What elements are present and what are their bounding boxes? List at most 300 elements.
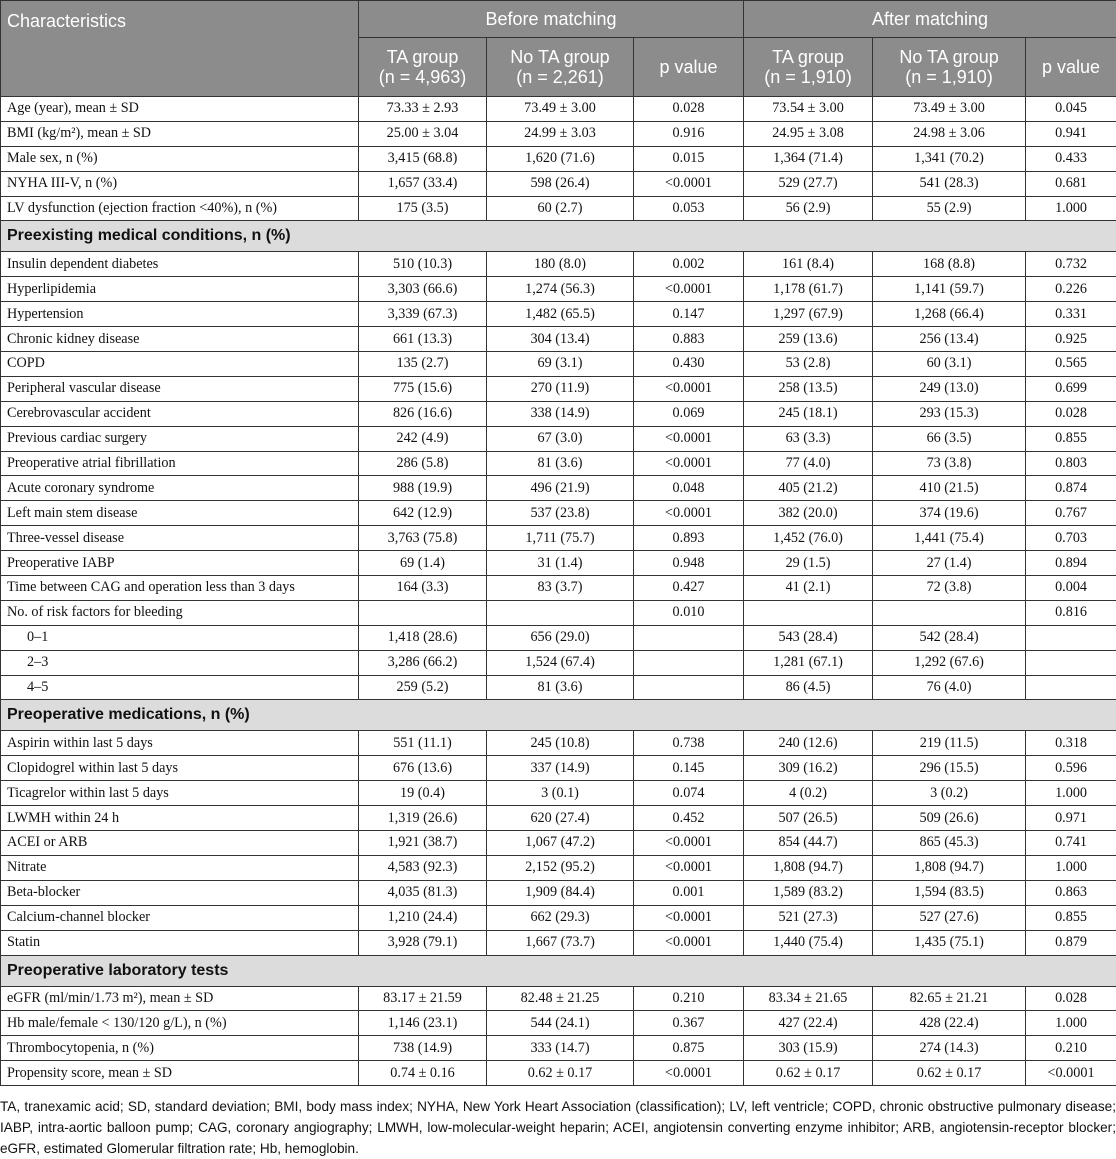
cell-ta-before: 1,146 (23.1)	[359, 1011, 487, 1036]
cell-p-before: <0.0001	[634, 171, 744, 196]
cell-p-before: 0.452	[634, 806, 744, 831]
cell-p-after: 0.941	[1026, 121, 1116, 146]
cell-nota-after: 27 (1.4)	[873, 551, 1026, 576]
row-label: Ticagrelor within last 5 days	[1, 781, 359, 806]
cell-nota-before: 81 (3.6)	[487, 451, 634, 476]
cell-nota-after: 541 (28.3)	[873, 171, 1026, 196]
cell-nota-before: 656 (29.0)	[487, 625, 634, 650]
cell-ta-after: 382 (20.0)	[744, 501, 873, 526]
cell-ta-before: 551 (11.1)	[359, 731, 487, 756]
cell-nota-after	[873, 600, 1026, 625]
row-label: LV dysfunction (ejection fraction <40%), n (%)	[1, 196, 359, 221]
row-label: Previous cardiac surgery	[1, 426, 359, 451]
cell-p-after: 0.565	[1026, 352, 1116, 377]
row-label: Hypertension	[1, 302, 359, 327]
header-nota-after	[873, 38, 1026, 97]
header-ta-before-n: (n = 4,963)	[379, 67, 467, 87]
table-row	[1, 756, 1116, 781]
table-row	[1, 551, 1116, 576]
cell-ta-after: 41 (2.1)	[744, 576, 873, 601]
cell-nota-before: 1,067 (47.2)	[487, 831, 634, 856]
cell-nota-after: 296 (15.5)	[873, 756, 1026, 781]
cell-p-after: 0.681	[1026, 171, 1116, 196]
cell-nota-before: 245 (10.8)	[487, 731, 634, 756]
table-row	[1, 121, 1116, 146]
cell-p-before: <0.0001	[634, 376, 744, 401]
cell-p-after: 0.879	[1026, 930, 1116, 955]
cell-ta-after: 29 (1.5)	[744, 551, 873, 576]
row-label: 2–3	[1, 650, 359, 675]
section-title: Preoperative medications, n (%)	[1, 700, 1116, 731]
header-nota-before	[487, 38, 634, 97]
table-row	[1, 731, 1116, 756]
row-label: Peripheral vascular disease	[1, 376, 359, 401]
cell-nota-after: 168 (8.8)	[873, 252, 1026, 277]
cell-p-after: 1.000	[1026, 1011, 1116, 1036]
row-label: Preoperative IABP	[1, 551, 359, 576]
table-row	[1, 376, 1116, 401]
header-nota-before-label: No TA group	[510, 47, 609, 67]
cell-nota-after: 509 (26.6)	[873, 806, 1026, 831]
cell-ta-before: 3,339 (67.3)	[359, 302, 487, 327]
table-row	[1, 401, 1116, 426]
cell-p-before	[634, 650, 744, 675]
cell-nota-before: 81 (3.6)	[487, 675, 634, 700]
cell-p-before: 0.028	[634, 97, 744, 122]
cell-p-after: 0.004	[1026, 576, 1116, 601]
cell-p-before	[634, 625, 744, 650]
header-ta-before-label: TA group	[387, 47, 459, 67]
cell-p-after: 1.000	[1026, 196, 1116, 221]
table-body	[1, 97, 1116, 1086]
cell-nota-after: 0.62 ± 0.17	[873, 1061, 1026, 1086]
cell-nota-after: 410 (21.5)	[873, 476, 1026, 501]
row-label: Clopidogrel within last 5 days	[1, 756, 359, 781]
table-row	[1, 781, 1116, 806]
cell-nota-before: 67 (3.0)	[487, 426, 634, 451]
cell-ta-before: 3,415 (68.8)	[359, 146, 487, 171]
cell-ta-after: 4 (0.2)	[744, 781, 873, 806]
cell-p-before: <0.0001	[634, 1061, 744, 1086]
cell-nota-after: 274 (14.3)	[873, 1036, 1026, 1061]
cell-p-before: 0.916	[634, 121, 744, 146]
cell-ta-before	[359, 600, 487, 625]
cell-p-after: <0.0001	[1026, 1061, 1116, 1086]
cell-ta-after: 53 (2.8)	[744, 352, 873, 377]
cell-ta-before: 69 (1.4)	[359, 551, 487, 576]
cell-nota-before: 1,274 (56.3)	[487, 277, 634, 302]
cell-p-before: 0.883	[634, 327, 744, 352]
cell-nota-after: 249 (13.0)	[873, 376, 1026, 401]
row-label: Insulin dependent diabetes	[1, 252, 359, 277]
cell-p-before: 0.367	[634, 1011, 744, 1036]
cell-p-before: 0.069	[634, 401, 744, 426]
header-nota-before-n: (n = 2,261)	[516, 67, 604, 87]
cell-nota-before: 1,711 (75.7)	[487, 526, 634, 551]
cell-ta-before: 738 (14.9)	[359, 1036, 487, 1061]
cell-ta-after: 1,440 (75.4)	[744, 930, 873, 955]
cell-nota-after: 72 (3.8)	[873, 576, 1026, 601]
cell-nota-before: 60 (2.7)	[487, 196, 634, 221]
row-label: Three-vessel disease	[1, 526, 359, 551]
cell-nota-after: 76 (4.0)	[873, 675, 1026, 700]
cell-nota-before: 0.62 ± 0.17	[487, 1061, 634, 1086]
cell-ta-before: 676 (13.6)	[359, 756, 487, 781]
table-row	[1, 650, 1116, 675]
cell-nota-before: 3 (0.1)	[487, 781, 634, 806]
cell-nota-before: 2,152 (95.2)	[487, 855, 634, 880]
cell-p-after: 0.874	[1026, 476, 1116, 501]
cell-p-before: <0.0001	[634, 855, 744, 880]
row-label: Age (year), mean ± SD	[1, 97, 359, 122]
cell-ta-after: 543 (28.4)	[744, 625, 873, 650]
cell-p-after: 0.855	[1026, 426, 1116, 451]
cell-ta-after: 258 (13.5)	[744, 376, 873, 401]
cell-ta-after: 405 (21.2)	[744, 476, 873, 501]
cell-p-before: <0.0001	[634, 905, 744, 930]
cell-ta-before: 164 (3.3)	[359, 576, 487, 601]
cell-nota-after: 55 (2.9)	[873, 196, 1026, 221]
row-label: Time between CAG and operation less than 3 days	[1, 576, 359, 601]
cell-nota-before: 496 (21.9)	[487, 476, 634, 501]
cell-ta-after: 303 (15.9)	[744, 1036, 873, 1061]
row-label: Left main stem disease	[1, 501, 359, 526]
table-row	[1, 97, 1116, 122]
cell-nota-before: 82.48 ± 21.25	[487, 986, 634, 1011]
cell-ta-before: 661 (13.3)	[359, 327, 487, 352]
cell-nota-after: 293 (15.3)	[873, 401, 1026, 426]
cell-nota-before: 662 (29.3)	[487, 905, 634, 930]
cell-nota-before: 338 (14.9)	[487, 401, 634, 426]
cell-p-before: <0.0001	[634, 426, 744, 451]
cell-p-before: 0.738	[634, 731, 744, 756]
cell-ta-after: 86 (4.5)	[744, 675, 873, 700]
table-row	[1, 675, 1116, 700]
row-label: No. of risk factors for bleeding	[1, 600, 359, 625]
cell-nota-after: 73 (3.8)	[873, 451, 1026, 476]
cell-ta-after: 245 (18.1)	[744, 401, 873, 426]
cell-p-before: 0.002	[634, 252, 744, 277]
cell-ta-before: 988 (19.9)	[359, 476, 487, 501]
cell-ta-after: 1,297 (67.9)	[744, 302, 873, 327]
cell-ta-before: 1,418 (28.6)	[359, 625, 487, 650]
cell-ta-before: 3,928 (79.1)	[359, 930, 487, 955]
header-characteristics: Characteristics	[1, 1, 359, 97]
cell-p-after: 0.767	[1026, 501, 1116, 526]
cell-p-before: 0.048	[634, 476, 744, 501]
table-row	[1, 880, 1116, 905]
cell-ta-before: 242 (4.9)	[359, 426, 487, 451]
cell-nota-after: 219 (11.5)	[873, 731, 1026, 756]
row-label: Hyperlipidemia	[1, 277, 359, 302]
row-label: Aspirin within last 5 days	[1, 731, 359, 756]
cell-nota-before: 620 (27.4)	[487, 806, 634, 831]
header-ta-after	[744, 38, 873, 97]
cell-p-before: 0.948	[634, 551, 744, 576]
row-label: LWMH within 24 h	[1, 806, 359, 831]
cell-p-before: 0.145	[634, 756, 744, 781]
cell-nota-after: 1,341 (70.2)	[873, 146, 1026, 171]
cell-p-before: 0.893	[634, 526, 744, 551]
cell-p-after: 0.318	[1026, 731, 1116, 756]
cell-ta-before: 19 (0.4)	[359, 781, 487, 806]
header-ta-after-n: (n = 1,910)	[764, 67, 852, 87]
cell-nota-after: 428 (22.4)	[873, 1011, 1026, 1036]
cell-nota-after: 256 (13.4)	[873, 327, 1026, 352]
cell-ta-before: 4,035 (81.3)	[359, 880, 487, 905]
cell-nota-after: 66 (3.5)	[873, 426, 1026, 451]
cell-ta-after: 1,178 (61.7)	[744, 277, 873, 302]
cell-nota-after: 1,141 (59.7)	[873, 277, 1026, 302]
cell-p-after: 0.816	[1026, 600, 1116, 625]
cell-nota-before: 180 (8.0)	[487, 252, 634, 277]
row-label: ACEI or ARB	[1, 831, 359, 856]
cell-ta-before: 775 (15.6)	[359, 376, 487, 401]
cell-ta-after: 854 (44.7)	[744, 831, 873, 856]
cell-p-before: 0.147	[634, 302, 744, 327]
cell-p-after: 0.596	[1026, 756, 1116, 781]
header-p-after: p value	[1026, 38, 1116, 97]
section-header-row	[1, 221, 1116, 252]
cell-nota-after: 82.65 ± 21.21	[873, 986, 1026, 1011]
row-label: Nitrate	[1, 855, 359, 880]
cell-nota-after: 1,435 (75.1)	[873, 930, 1026, 955]
cell-nota-after: 1,441 (75.4)	[873, 526, 1026, 551]
cell-ta-before: 1,319 (26.6)	[359, 806, 487, 831]
table-row	[1, 831, 1116, 856]
cell-p-after: 0.732	[1026, 252, 1116, 277]
cell-nota-after: 865 (45.3)	[873, 831, 1026, 856]
cell-ta-after: 63 (3.3)	[744, 426, 873, 451]
cell-p-after: 0.699	[1026, 376, 1116, 401]
table-row	[1, 501, 1116, 526]
cell-p-after: 0.863	[1026, 880, 1116, 905]
cell-p-after: 0.433	[1026, 146, 1116, 171]
cell-p-before	[634, 675, 744, 700]
table-row	[1, 451, 1116, 476]
cell-nota-after: 3 (0.2)	[873, 781, 1026, 806]
cell-ta-before: 1,657 (33.4)	[359, 171, 487, 196]
cell-nota-before: 1,482 (65.5)	[487, 302, 634, 327]
cell-p-after: 0.028	[1026, 401, 1116, 426]
table-row	[1, 806, 1116, 831]
cell-ta-after: 0.62 ± 0.17	[744, 1061, 873, 1086]
cell-ta-after: 73.54 ± 3.00	[744, 97, 873, 122]
cell-ta-after: 83.34 ± 21.65	[744, 986, 873, 1011]
cell-nota-after: 60 (3.1)	[873, 352, 1026, 377]
cell-ta-before: 135 (2.7)	[359, 352, 487, 377]
cell-nota-before: 83 (3.7)	[487, 576, 634, 601]
cell-p-after: 0.045	[1026, 97, 1116, 122]
cell-p-after	[1026, 625, 1116, 650]
cell-p-before: <0.0001	[634, 501, 744, 526]
table-row	[1, 905, 1116, 930]
cell-ta-after: 77 (4.0)	[744, 451, 873, 476]
table-row	[1, 352, 1116, 377]
cell-p-before: 0.074	[634, 781, 744, 806]
cell-p-before: <0.0001	[634, 930, 744, 955]
cell-p-after: 0.971	[1026, 806, 1116, 831]
cell-p-after: 0.741	[1026, 831, 1116, 856]
cell-nota-after: 527 (27.6)	[873, 905, 1026, 930]
cell-nota-before: 304 (13.4)	[487, 327, 634, 352]
table-row	[1, 252, 1116, 277]
cell-nota-before: 270 (11.9)	[487, 376, 634, 401]
cell-p-after: 0.894	[1026, 551, 1116, 576]
cell-p-after: 0.028	[1026, 986, 1116, 1011]
cell-nota-before: 1,909 (84.4)	[487, 880, 634, 905]
cell-ta-after: 24.95 ± 3.08	[744, 121, 873, 146]
row-label: Thrombocytopenia, n (%)	[1, 1036, 359, 1061]
cell-nota-before: 73.49 ± 3.00	[487, 97, 634, 122]
section-title: Preexisting medical conditions, n (%)	[1, 221, 1116, 252]
cell-ta-after: 1,452 (76.0)	[744, 526, 873, 551]
cell-ta-before: 826 (16.6)	[359, 401, 487, 426]
cell-ta-before: 0.74 ± 0.16	[359, 1061, 487, 1086]
cell-p-after: 0.925	[1026, 327, 1116, 352]
table-row	[1, 600, 1116, 625]
table-footnote: TA, tranexamic acid; SD, standard deviation; BMI, body mass index; NYHA, New York Heart Association (classification); LV, left ventricle; COPD, chronic obstructive pulmonary disease; IABP, intra-aortic balloon pump; CAG, coronary angiography; LMWH, low-molecular-weight heparin; ACEI, angiotensin converting enzyme inhibitor; ARB, angiotensin-receptor blocker; eGFR, estimated Glomerular filtration rate; Hb, hemoglobin.	[0, 1096, 1116, 1159]
cell-p-before: <0.0001	[634, 831, 744, 856]
cell-p-after	[1026, 650, 1116, 675]
cell-ta-after: 521 (27.3)	[744, 905, 873, 930]
cell-ta-before: 3,286 (66.2)	[359, 650, 487, 675]
table-row	[1, 855, 1116, 880]
cell-p-after: 1.000	[1026, 855, 1116, 880]
cell-p-before: 0.053	[634, 196, 744, 221]
cell-ta-after: 427 (22.4)	[744, 1011, 873, 1036]
cell-ta-before: 175 (3.5)	[359, 196, 487, 221]
cell-p-before: <0.0001	[634, 277, 744, 302]
cell-nota-after: 1,808 (94.7)	[873, 855, 1026, 880]
table-row	[1, 1036, 1116, 1061]
cell-p-before: 0.427	[634, 576, 744, 601]
table-row	[1, 625, 1116, 650]
cell-p-before: 0.001	[634, 880, 744, 905]
table-row	[1, 576, 1116, 601]
cell-ta-after: 507 (26.5)	[744, 806, 873, 831]
cell-p-after: 0.331	[1026, 302, 1116, 327]
row-label: Calcium-channel blocker	[1, 905, 359, 930]
table-row	[1, 476, 1116, 501]
row-label: Statin	[1, 930, 359, 955]
cell-nota-before: 537 (23.8)	[487, 501, 634, 526]
cell-ta-before: 642 (12.9)	[359, 501, 487, 526]
row-label: COPD	[1, 352, 359, 377]
cell-ta-after: 259 (13.6)	[744, 327, 873, 352]
header-after-matching: After matching	[744, 1, 1116, 38]
row-label: Propensity score, mean ± SD	[1, 1061, 359, 1086]
header-ta-before	[359, 38, 487, 97]
header-nota-after-label: No TA group	[899, 47, 998, 67]
cell-ta-after: 309 (16.2)	[744, 756, 873, 781]
cell-p-before: 0.210	[634, 986, 744, 1011]
cell-p-after: 0.803	[1026, 451, 1116, 476]
cell-ta-after: 1,281 (67.1)	[744, 650, 873, 675]
table-row	[1, 526, 1116, 551]
table-row	[1, 1011, 1116, 1036]
cell-p-after: 1.000	[1026, 781, 1116, 806]
cell-ta-before: 25.00 ± 3.04	[359, 121, 487, 146]
cell-nota-after: 1,292 (67.6)	[873, 650, 1026, 675]
cell-ta-before: 83.17 ± 21.59	[359, 986, 487, 1011]
section-title: Preoperative laboratory tests	[1, 955, 1116, 986]
table-row	[1, 426, 1116, 451]
cell-nota-before: 1,524 (67.4)	[487, 650, 634, 675]
cell-p-before: 0.010	[634, 600, 744, 625]
cell-ta-before: 510 (10.3)	[359, 252, 487, 277]
row-label: BMI (kg/m²), mean ± SD	[1, 121, 359, 146]
cell-ta-after: 1,808 (94.7)	[744, 855, 873, 880]
table-row	[1, 930, 1116, 955]
cell-p-before: 0.875	[634, 1036, 744, 1061]
row-label: Beta-blocker	[1, 880, 359, 905]
table-row	[1, 986, 1116, 1011]
cell-nota-before: 31 (1.4)	[487, 551, 634, 576]
row-label: Chronic kidney disease	[1, 327, 359, 352]
header-ta-after-label: TA group	[772, 47, 844, 67]
cell-nota-before: 69 (3.1)	[487, 352, 634, 377]
row-label: 4–5	[1, 675, 359, 700]
row-label: Hb male/female < 130/120 g/L), n (%)	[1, 1011, 359, 1036]
cell-nota-before	[487, 600, 634, 625]
cell-nota-after: 1,594 (83.5)	[873, 880, 1026, 905]
cell-p-after	[1026, 675, 1116, 700]
cell-nota-before: 598 (26.4)	[487, 171, 634, 196]
cell-nota-before: 24.99 ± 3.03	[487, 121, 634, 146]
cell-ta-after	[744, 600, 873, 625]
header-p-before: p value	[634, 38, 744, 97]
section-header-row	[1, 700, 1116, 731]
cell-p-before: 0.430	[634, 352, 744, 377]
cell-ta-before: 3,763 (75.8)	[359, 526, 487, 551]
cell-p-after: 0.226	[1026, 277, 1116, 302]
section-header-row	[1, 955, 1116, 986]
cell-nota-after: 542 (28.4)	[873, 625, 1026, 650]
cell-ta-before: 1,921 (38.7)	[359, 831, 487, 856]
table-row	[1, 1061, 1116, 1086]
cell-ta-after: 1,589 (83.2)	[744, 880, 873, 905]
cell-nota-before: 544 (24.1)	[487, 1011, 634, 1036]
table-row	[1, 196, 1116, 221]
table-row	[1, 327, 1116, 352]
row-label: 0–1	[1, 625, 359, 650]
header-before-matching: Before matching	[359, 1, 744, 38]
cell-ta-after: 1,364 (71.4)	[744, 146, 873, 171]
cell-ta-before: 286 (5.8)	[359, 451, 487, 476]
cell-nota-before: 333 (14.7)	[487, 1036, 634, 1061]
cell-ta-before: 3,303 (66.6)	[359, 277, 487, 302]
cell-p-after: 0.210	[1026, 1036, 1116, 1061]
cell-ta-after: 529 (27.7)	[744, 171, 873, 196]
cell-nota-after: 73.49 ± 3.00	[873, 97, 1026, 122]
table-row	[1, 302, 1116, 327]
cell-ta-before: 259 (5.2)	[359, 675, 487, 700]
cell-p-after: 0.855	[1026, 905, 1116, 930]
cell-nota-before: 1,667 (73.7)	[487, 930, 634, 955]
cell-nota-after: 374 (19.6)	[873, 501, 1026, 526]
cell-ta-after: 56 (2.9)	[744, 196, 873, 221]
cell-ta-before: 4,583 (92.3)	[359, 855, 487, 880]
cell-p-before: 0.015	[634, 146, 744, 171]
table-row	[1, 146, 1116, 171]
row-label: Preoperative atrial fibrillation	[1, 451, 359, 476]
cell-nota-before: 337 (14.9)	[487, 756, 634, 781]
cell-nota-after: 1,268 (66.4)	[873, 302, 1026, 327]
cell-ta-before: 73.33 ± 2.93	[359, 97, 487, 122]
row-label: NYHA III-V, n (%)	[1, 171, 359, 196]
table-header	[1, 1, 1116, 97]
